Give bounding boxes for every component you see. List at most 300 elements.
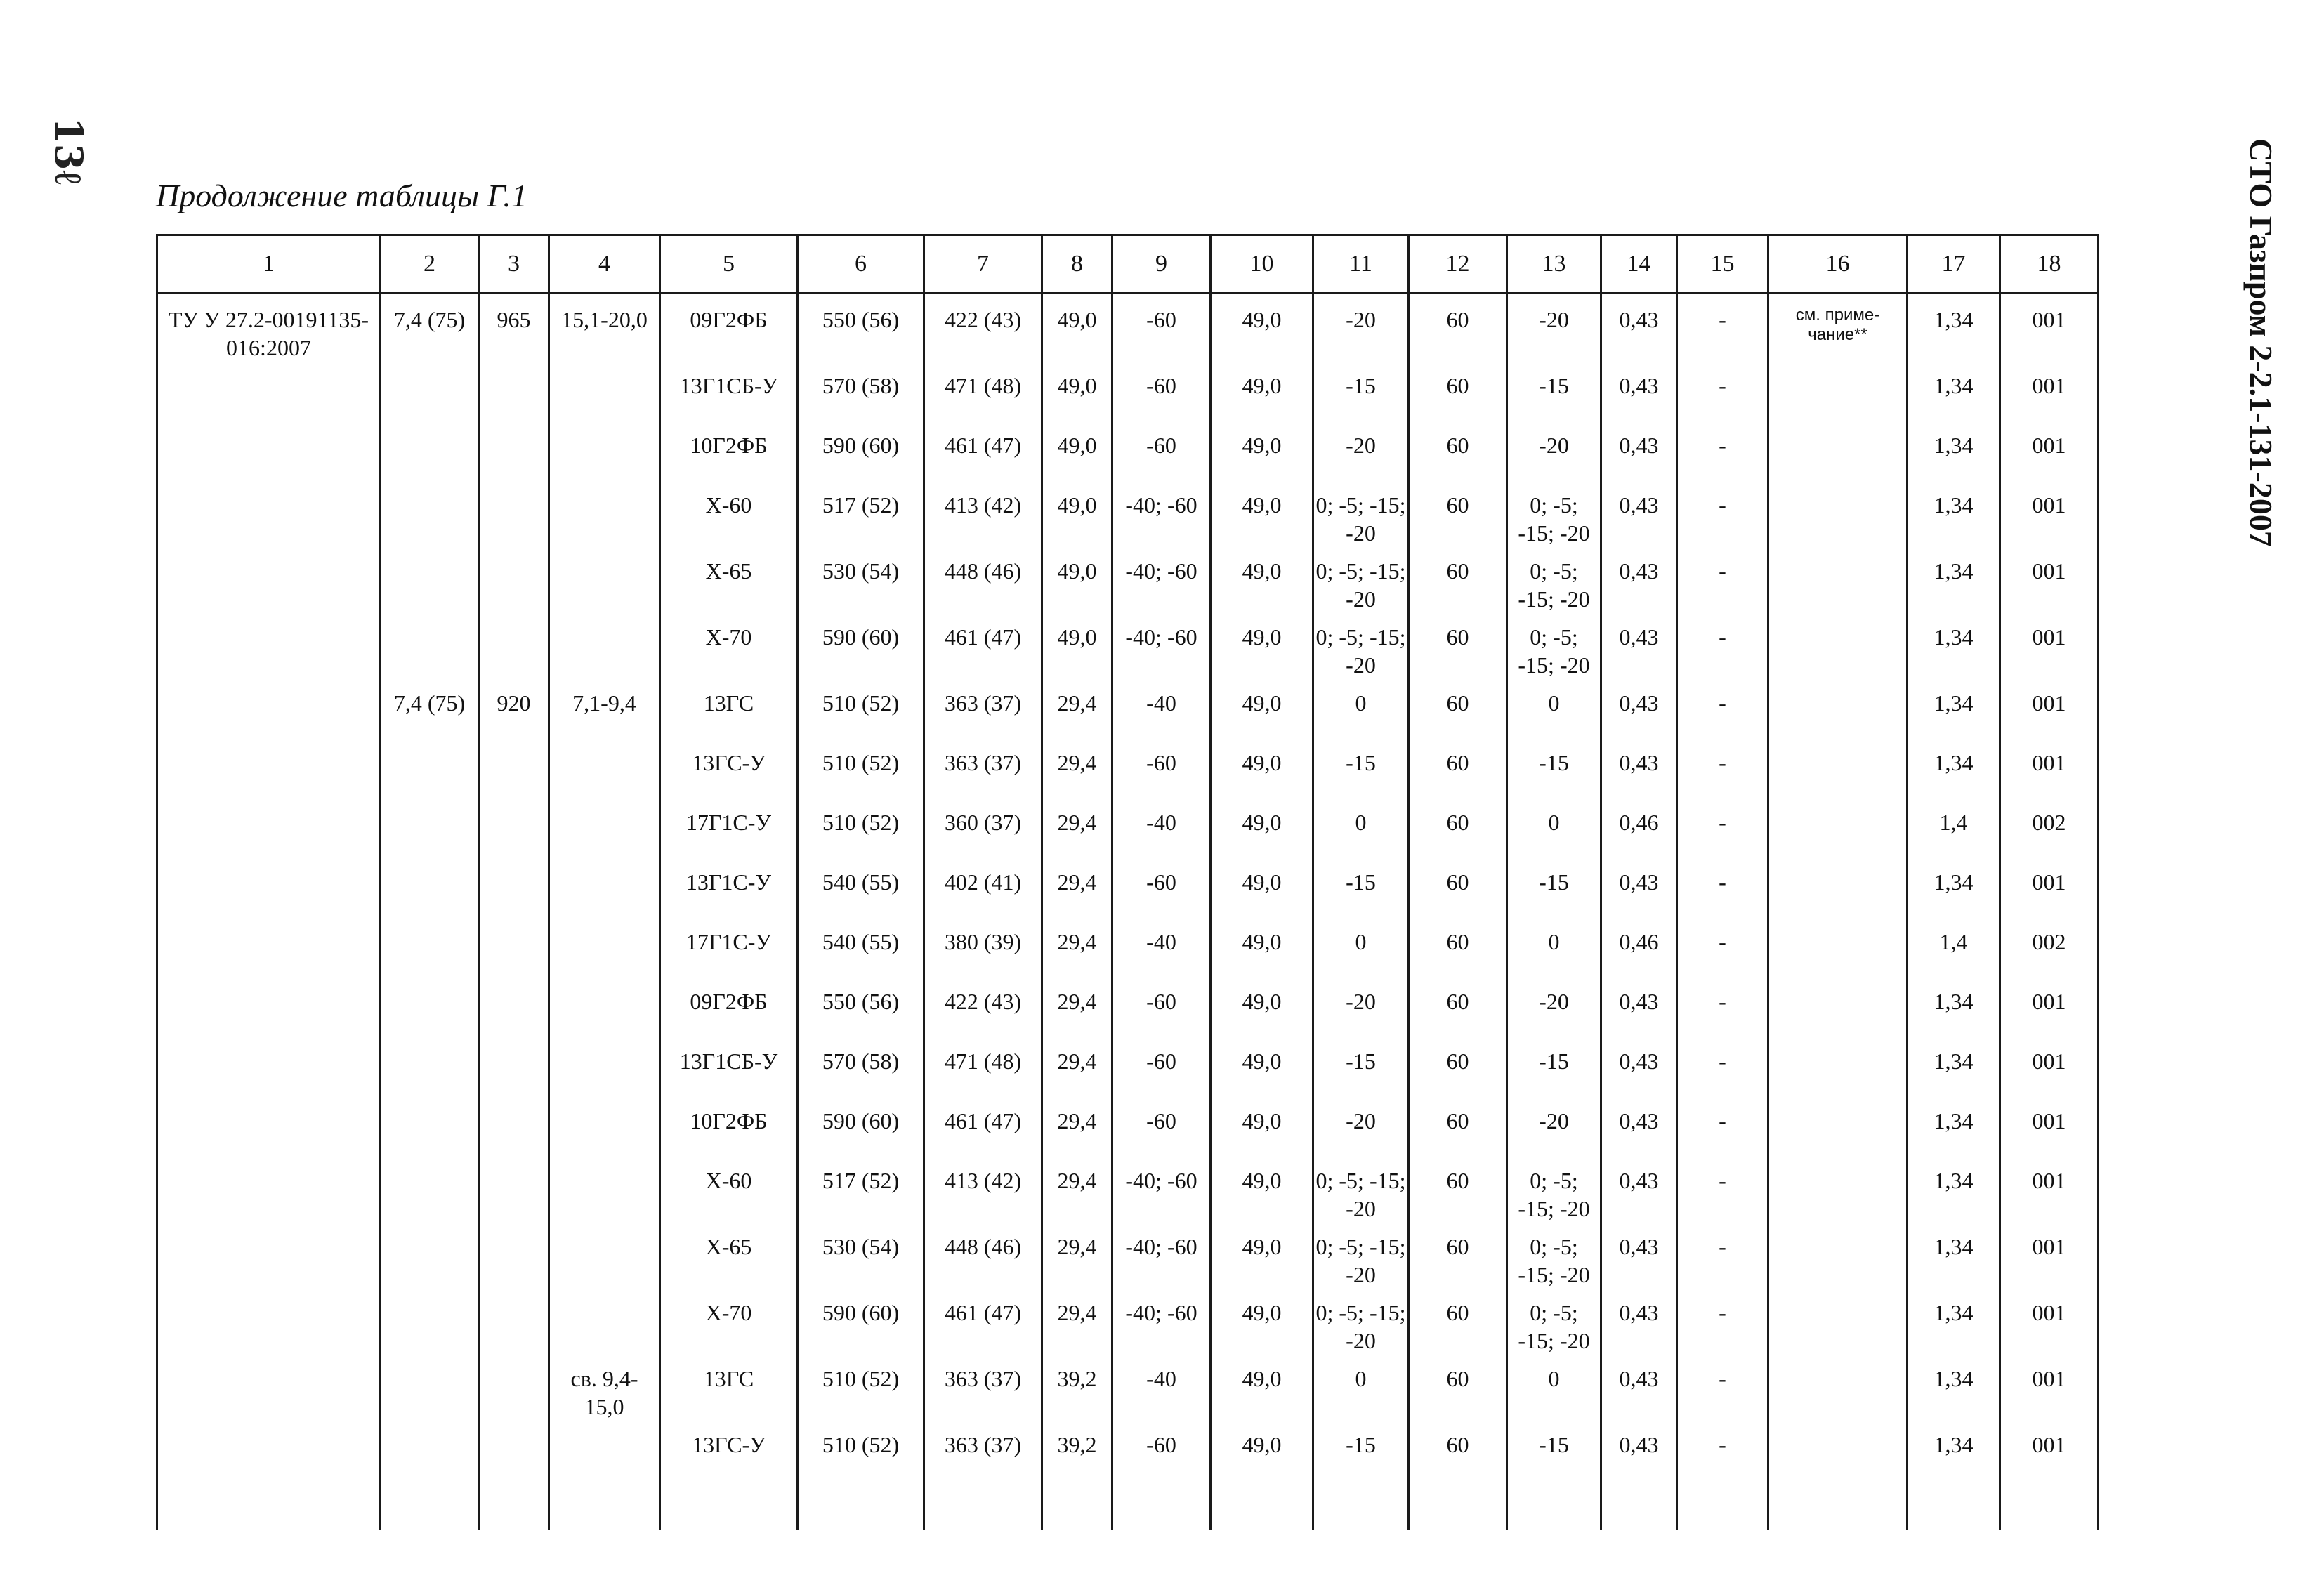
table-cell: 1,4 [1908, 918, 2000, 978]
table-cell: 49,0 [1211, 918, 1313, 978]
table-cell [381, 918, 479, 978]
empty-cell [798, 1480, 924, 1530]
table-cell: 461 (47) [924, 1097, 1042, 1157]
table-cell: 001 [2000, 1223, 2099, 1289]
table-cell: 29,4 [1042, 739, 1112, 798]
table-cell: -60 [1112, 739, 1211, 798]
table-row [157, 739, 2099, 798]
table-cell: 413 (42) [924, 481, 1042, 547]
table-cell [549, 1157, 660, 1223]
table-cell: -20 [1313, 978, 1409, 1037]
table-cell: -40 [1112, 918, 1211, 978]
table-cell: 0,43 [1601, 978, 1677, 1037]
table-cell: 001 [2000, 481, 2099, 547]
table-cell: 1,34 [1908, 1223, 2000, 1289]
table-cell: 1,4 [1908, 798, 2000, 858]
empty-cell [1112, 1480, 1211, 1530]
table-cell [1768, 858, 1908, 918]
empty-cell [479, 1480, 549, 1530]
table-cell [381, 1223, 479, 1289]
table-cell: 001 [2000, 613, 2099, 679]
empty-cell [381, 1480, 479, 1530]
table-cell: 0; -5; -15; -20 [1507, 481, 1601, 547]
table-row [157, 1223, 2099, 1289]
table-cell: 0 [1313, 1355, 1409, 1421]
table-cell: 0,43 [1601, 1037, 1677, 1097]
table-cell: 0; -5; -15; -20 [1313, 613, 1409, 679]
table-cell [381, 613, 479, 679]
column-header-9: 9 [1112, 235, 1211, 294]
table-cell: 13ГС-У [660, 1421, 798, 1480]
table-cell [549, 613, 660, 679]
column-header-17: 17 [1908, 235, 2000, 294]
table-cell [1768, 1355, 1908, 1421]
column-header-3: 3 [479, 235, 549, 294]
table-cell: 1,34 [1908, 978, 2000, 1037]
table-cell: - [1677, 362, 1768, 421]
table-cell [549, 739, 660, 798]
table-cell [1768, 481, 1908, 547]
table-cell: 001 [2000, 294, 2099, 362]
table-cell: 530 (54) [798, 1223, 924, 1289]
table-cell [479, 481, 549, 547]
table-cell: -15 [1507, 739, 1601, 798]
table-cell: 363 (37) [924, 739, 1042, 798]
table-cell [157, 739, 381, 798]
table-cell: 517 (52) [798, 1157, 924, 1223]
table-cell: 590 (60) [798, 613, 924, 679]
table-cell [381, 1421, 479, 1480]
table-cell: 0,43 [1601, 1421, 1677, 1480]
table-cell: 7,4 (75) [381, 679, 479, 739]
table-cell: -40; -60 [1112, 1157, 1211, 1223]
table-cell: 363 (37) [924, 1421, 1042, 1480]
table-cell: 13ГС [660, 679, 798, 739]
table-cell: 29,4 [1042, 1037, 1112, 1097]
table-cell: 0 [1507, 679, 1601, 739]
table-cell: 29,4 [1042, 918, 1112, 978]
table-cell: 0,43 [1601, 481, 1677, 547]
table-cell [157, 1355, 381, 1421]
empty-cell [1042, 1480, 1112, 1530]
table-cell [157, 978, 381, 1037]
table-cell: 0,43 [1601, 1157, 1677, 1223]
table-cell [157, 421, 381, 481]
table-cell [549, 547, 660, 613]
table-cell: -60 [1112, 978, 1211, 1037]
table-cell: 413 (42) [924, 1157, 1042, 1223]
table-cell: 1,34 [1908, 613, 2000, 679]
table-cell: 1,34 [1908, 858, 2000, 918]
table-cell: 550 (56) [798, 294, 924, 362]
document-code: СТО Газпром 2-2.1-131-2007 [2243, 138, 2280, 547]
table-cell: 965 [479, 294, 549, 362]
table-cell: 422 (43) [924, 294, 1042, 362]
table-cell: 0; -5; -15; -20 [1313, 547, 1409, 613]
table-cell: 49,0 [1042, 421, 1112, 481]
table-cell: 49,0 [1211, 1355, 1313, 1421]
table-cell [549, 918, 660, 978]
table-cell: 448 (46) [924, 1223, 1042, 1289]
table-cell: -20 [1507, 294, 1601, 362]
table-cell [381, 481, 479, 547]
table-cell: 49,0 [1211, 739, 1313, 798]
table-cell: 29,4 [1042, 1289, 1112, 1355]
table-cell: 001 [2000, 547, 2099, 613]
table-cell: 49,0 [1211, 613, 1313, 679]
table-cell [1768, 1223, 1908, 1289]
table-cell: Х-70 [660, 1289, 798, 1355]
table-cell: 0,43 [1601, 739, 1677, 798]
table-cell: 49,0 [1211, 1037, 1313, 1097]
table-cell: 363 (37) [924, 679, 1042, 739]
table-cell: 920 [479, 679, 549, 739]
table-cell: 49,0 [1211, 798, 1313, 858]
table-cell: -60 [1112, 1037, 1211, 1097]
table-cell: 49,0 [1211, 1421, 1313, 1480]
table-cell: 60 [1409, 421, 1507, 481]
table-cell [1768, 1157, 1908, 1223]
table-row [157, 1097, 2099, 1157]
table-cell: - [1677, 798, 1768, 858]
table-cell: - [1677, 294, 1768, 362]
table-cell: 380 (39) [924, 918, 1042, 978]
table-cell: - [1677, 421, 1768, 481]
page-number: 13ℓ [46, 117, 91, 185]
table-cell: 461 (47) [924, 613, 1042, 679]
table-cell: - [1677, 679, 1768, 739]
table-cell: 60 [1409, 1421, 1507, 1480]
table-cell [1768, 613, 1908, 679]
table-cell [479, 798, 549, 858]
empty-cell [1601, 1480, 1677, 1530]
table-cell: -15 [1313, 1037, 1409, 1097]
table-cell: 0,43 [1601, 421, 1677, 481]
table-cell [549, 978, 660, 1037]
table-cell [479, 1223, 549, 1289]
table-cell: -40; -60 [1112, 1289, 1211, 1355]
table-cell: 0 [1507, 918, 1601, 978]
table-cell [1768, 362, 1908, 421]
table-cell [479, 1421, 549, 1480]
table-cell: Х-60 [660, 481, 798, 547]
column-header-4: 4 [549, 235, 660, 294]
table-cell: 002 [2000, 798, 2099, 858]
header-row [157, 235, 2099, 294]
table-cell [381, 1097, 479, 1157]
table-cell: -60 [1112, 1097, 1211, 1157]
empty-cell [1507, 1480, 1601, 1530]
table-cell: - [1677, 547, 1768, 613]
table-cell: Х-60 [660, 1157, 798, 1223]
table-cell: 448 (46) [924, 547, 1042, 613]
table-cell [479, 613, 549, 679]
column-header-11: 11 [1313, 235, 1409, 294]
table-cell: 0; -5; -15; -20 [1507, 613, 1601, 679]
table-cell: 49,0 [1211, 1157, 1313, 1223]
table-cell: 0,43 [1601, 1355, 1677, 1421]
table-cell: 0,43 [1601, 547, 1677, 613]
empty-cell [1768, 1480, 1908, 1530]
table-cell: 540 (55) [798, 858, 924, 918]
table-cell: 49,0 [1211, 858, 1313, 918]
table-cell: 29,4 [1042, 679, 1112, 739]
table-cell: 461 (47) [924, 421, 1042, 481]
empty-cell [1211, 1480, 1313, 1530]
table-cell: - [1677, 1421, 1768, 1480]
table-cell [157, 547, 381, 613]
table-cell [1768, 918, 1908, 978]
table-cell: 09Г2ФБ [660, 978, 798, 1037]
table-cell: -15 [1507, 1421, 1601, 1480]
table-cell [1768, 798, 1908, 858]
table-cell: 001 [2000, 739, 2099, 798]
table-cell: 13ГС [660, 1355, 798, 1421]
table-cell [157, 481, 381, 547]
table-cell [479, 362, 549, 421]
column-header-8: 8 [1042, 235, 1112, 294]
table-row [157, 858, 2099, 918]
table-cell [381, 1355, 479, 1421]
column-header-13: 13 [1507, 235, 1601, 294]
table-cell: 0; -5; -15; -20 [1507, 547, 1601, 613]
table-cell: 17Г1С-У [660, 798, 798, 858]
table-cell [1768, 1289, 1908, 1355]
table-cell: 517 (52) [798, 481, 924, 547]
table-cell [549, 1223, 660, 1289]
table-cell: 7,4 (75) [381, 294, 479, 362]
table-cell: -40; -60 [1112, 1223, 1211, 1289]
column-header-12: 12 [1409, 235, 1507, 294]
table-cell: -60 [1112, 362, 1211, 421]
column-header-7: 7 [924, 235, 1042, 294]
table-cell [381, 421, 479, 481]
table-cell: 001 [2000, 1355, 2099, 1421]
table-cell: 60 [1409, 547, 1507, 613]
table-cell: 39,2 [1042, 1355, 1112, 1421]
table-cell: 0; -5; -15; -20 [1507, 1223, 1601, 1289]
table-cell: 360 (37) [924, 798, 1042, 858]
table-row [157, 978, 2099, 1037]
table-cell: 60 [1409, 294, 1507, 362]
table-cell: 49,0 [1211, 481, 1313, 547]
table-cell: 510 (52) [798, 798, 924, 858]
table-row [157, 679, 2099, 739]
table-cell: 001 [2000, 858, 2099, 918]
table-cell: 0; -5; -15; -20 [1507, 1289, 1601, 1355]
table-cell: 29,4 [1042, 1097, 1112, 1157]
table-cell: 29,4 [1042, 858, 1112, 918]
table-cell: - [1677, 858, 1768, 918]
table-row [157, 613, 2099, 679]
table-cell: 0,46 [1601, 918, 1677, 978]
table-cell [1768, 978, 1908, 1037]
table-cell [381, 739, 479, 798]
table-cell: 001 [2000, 421, 2099, 481]
table-cell: - [1677, 1223, 1768, 1289]
table-cell: -40 [1112, 1355, 1211, 1421]
table-cell: 1,34 [1908, 1157, 2000, 1223]
table-cell: - [1677, 1037, 1768, 1097]
table-cell: -40; -60 [1112, 481, 1211, 547]
table-row [157, 1355, 2099, 1421]
table-cell: -60 [1112, 294, 1211, 362]
table-cell: 60 [1409, 1097, 1507, 1157]
table-cell: 7,1-9,4 [549, 679, 660, 739]
table-cell: -40; -60 [1112, 547, 1211, 613]
table-cell: 0; -5; -15; -20 [1313, 1157, 1409, 1223]
table-row [157, 1421, 2099, 1480]
table-cell: 49,0 [1042, 547, 1112, 613]
table-cell: - [1677, 1355, 1768, 1421]
table-row [157, 547, 2099, 613]
table-cell: Х-70 [660, 613, 798, 679]
table-cell [479, 1355, 549, 1421]
table-cell [479, 978, 549, 1037]
table-cell: - [1677, 613, 1768, 679]
table-cell: 60 [1409, 978, 1507, 1037]
table-cell: -15 [1313, 858, 1409, 918]
table-cell [1768, 547, 1908, 613]
table-cell: 49,0 [1042, 481, 1112, 547]
table-cell [381, 362, 479, 421]
table-cell: 60 [1409, 1355, 1507, 1421]
table-cell: 13Г1С-У [660, 858, 798, 918]
table-cell [1768, 1097, 1908, 1157]
table-cell: 60 [1409, 481, 1507, 547]
table-cell: 550 (56) [798, 978, 924, 1037]
table-cell [157, 858, 381, 918]
table-cell [157, 613, 381, 679]
table-continuation [157, 1480, 2099, 1530]
table-row [157, 1037, 2099, 1097]
table-cell [1768, 739, 1908, 798]
table-cell: 0,43 [1601, 294, 1677, 362]
table-row [157, 1289, 2099, 1355]
table-cell: 002 [2000, 918, 2099, 978]
table-cell: -20 [1507, 1097, 1601, 1157]
table-cell: 49,0 [1211, 679, 1313, 739]
table-cell [157, 679, 381, 739]
table-cell: ТУ У 27.2-00191135-016:2007 [157, 294, 381, 362]
table-cell [479, 421, 549, 481]
table-cell [549, 798, 660, 858]
table-cell: 0,43 [1601, 858, 1677, 918]
table-cell: 60 [1409, 798, 1507, 858]
table-cell: 60 [1409, 679, 1507, 739]
table-cell: 29,4 [1042, 1223, 1112, 1289]
table-cell: 1,34 [1908, 1097, 2000, 1157]
table-cell: 0; -5; -15; -20 [1313, 1289, 1409, 1355]
table-cell [381, 978, 479, 1037]
table-cell: 510 (52) [798, 1355, 924, 1421]
empty-cell [157, 1480, 381, 1530]
table-cell: 49,0 [1042, 362, 1112, 421]
table-cell [479, 1097, 549, 1157]
column-header-10: 10 [1211, 235, 1313, 294]
table-cell: 29,4 [1042, 1157, 1112, 1223]
table-cell: 530 (54) [798, 547, 924, 613]
table-cell: - [1677, 918, 1768, 978]
table-cell: 0,43 [1601, 679, 1677, 739]
table-cell [157, 1037, 381, 1097]
table-cell: 001 [2000, 978, 2099, 1037]
table-cell: 49,0 [1211, 547, 1313, 613]
table-cell: 590 (60) [798, 1289, 924, 1355]
table-cell: -20 [1313, 294, 1409, 362]
table-cell: 15,1-20,0 [549, 294, 660, 362]
table-cell: 29,4 [1042, 798, 1112, 858]
table-cell: 1,34 [1908, 1037, 2000, 1097]
table-cell: 49,0 [1211, 421, 1313, 481]
table-cell: 0 [1313, 798, 1409, 858]
table-cell [157, 1097, 381, 1157]
table-cell: 461 (47) [924, 1289, 1042, 1355]
table-cell: 10Г2ФБ [660, 421, 798, 481]
empty-cell [1409, 1480, 1507, 1530]
column-header-14: 14 [1601, 235, 1677, 294]
table-cell [157, 1157, 381, 1223]
table-cell: 1,34 [1908, 362, 2000, 421]
table-cell: -15 [1507, 858, 1601, 918]
table-cell: -15 [1507, 1037, 1601, 1097]
table-cell: 13Г1СБ-У [660, 1037, 798, 1097]
table-row [157, 481, 2099, 547]
table-cell [549, 362, 660, 421]
table-cell: 540 (55) [798, 918, 924, 978]
table-cell: Х-65 [660, 547, 798, 613]
table-cell [549, 1037, 660, 1097]
table-cell: -20 [1313, 1097, 1409, 1157]
table-cell: 001 [2000, 1037, 2099, 1097]
table-cell [549, 1421, 660, 1480]
table-cell: -60 [1112, 858, 1211, 918]
table-cell: -40 [1112, 679, 1211, 739]
table-cell: 1,34 [1908, 1421, 2000, 1480]
table-cell: 60 [1409, 858, 1507, 918]
table-row [157, 362, 2099, 421]
table-cell [1768, 1421, 1908, 1480]
table-cell: 13Г1СБ-У [660, 362, 798, 421]
table-cell: 0,46 [1601, 798, 1677, 858]
table-cell: -20 [1507, 421, 1601, 481]
table-cell [549, 421, 660, 481]
table-cell: - [1677, 978, 1768, 1037]
column-header-1: 1 [157, 235, 381, 294]
table-row [157, 1157, 2099, 1223]
table-cell: 001 [2000, 1097, 2099, 1157]
table-cell [1768, 421, 1908, 481]
table-cell: 49,0 [1211, 978, 1313, 1037]
table-cell: 471 (48) [924, 1037, 1042, 1097]
table-cell: 0; -5; -15; -20 [1313, 1223, 1409, 1289]
table-cell: 49,0 [1211, 362, 1313, 421]
table-cell: 001 [2000, 679, 2099, 739]
table-caption: Продолжение таблицы Г.1 [156, 178, 527, 213]
table-cell: 60 [1409, 918, 1507, 978]
table-cell [479, 918, 549, 978]
table-cell: 17Г1С-У [660, 918, 798, 978]
table-cell [549, 1097, 660, 1157]
table-cell: 49,0 [1042, 294, 1112, 362]
column-header-16: 16 [1768, 235, 1908, 294]
table-cell [157, 1421, 381, 1480]
table-cell: 0 [1313, 918, 1409, 978]
table-cell: 570 (58) [798, 1037, 924, 1097]
table-cell: 0; -5; -15; -20 [1507, 1157, 1601, 1223]
table-cell: 1,34 [1908, 1289, 2000, 1355]
table-cell [157, 918, 381, 978]
